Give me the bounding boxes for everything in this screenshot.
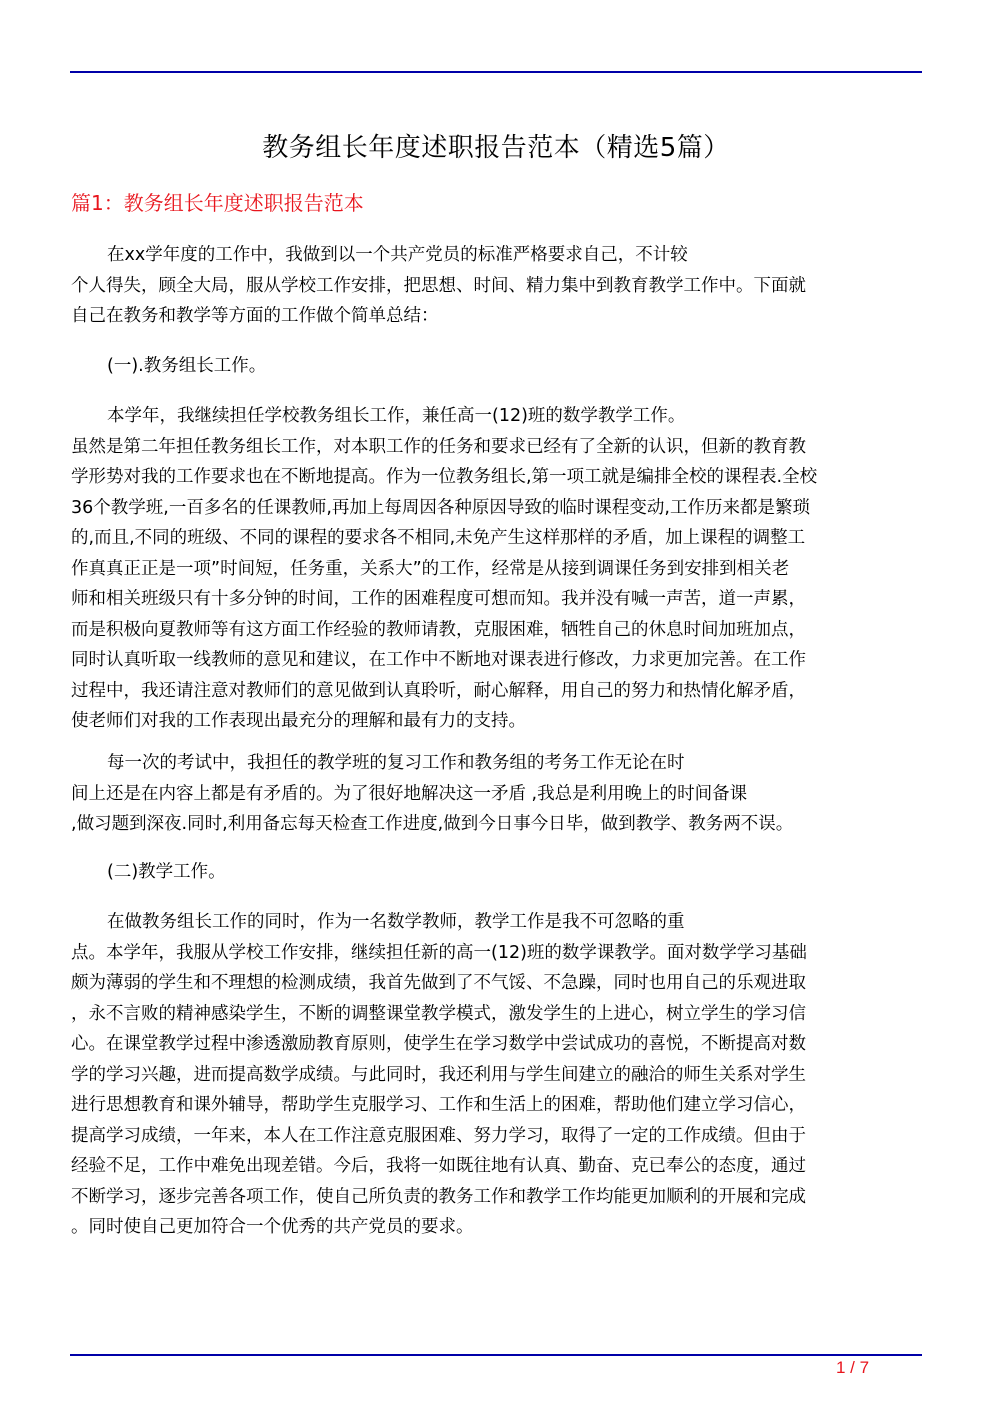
paragraph-exams <box>71 748 921 840</box>
paragraph-affairs-work <box>71 401 921 737</box>
text-line: 学的学习兴趣，进而提高数学成绩。与此同时，我还利用与学生间建立的融洽的师生关系对学生 <box>71 1064 806 1085</box>
footer-rule <box>70 1354 922 1356</box>
text-line: 本学年，我继续担任学校教务组长工作，兼任高一(12)班的数学教学工作。 <box>107 406 686 426</box>
subheading-teaching <box>71 857 921 888</box>
text-line: 虽然是第二年担任教务组长工作，对本职工作的任务和要求已经有了全新的认识，但新的教育教 <box>71 436 806 457</box>
text-line: 同时认真听取一线教师的意见和建议，在工作中不断地对课表进行修改，力求更加完善。在工作 <box>71 650 806 670</box>
text-line: 提高学习成绩，一年来，本人在工作注意克服困难、努力学习，取得了一定的工作成绩。但由于 <box>71 1125 806 1146</box>
text-line: (二)教学工作。 <box>107 862 226 882</box>
text-line: 不断学习，逐步完善各项工作，使自己所负责的教务工作和教学工作均能更加顺利的开展和完成 <box>71 1186 806 1207</box>
document-title: 教务组长年度述职报告范本（精选5篇） <box>262 133 730 163</box>
text-line: 师和相关班级只有十多分钟的时间，工作的困难程度可想而知。我并没有喊一声苦，道一声累， <box>71 589 806 609</box>
text-line: 在做教务组长工作的同时，作为一名数学教师，教学工作是我不可忽略的重 <box>107 912 685 932</box>
text-line: 每一次的考试中，我担任的教学班的复习工作和教务组的考务工作无论在时 <box>107 753 685 773</box>
text-line: 在xx学年度的工作中，我做到以一个共产党员的标准严格要求自己，不计较 <box>107 245 688 265</box>
paragraph-intro <box>71 240 921 332</box>
text-line: ,做习题到深夜.同时,利用备忘每天检查工作进度,做到今日事今日毕，做到教学、教务两不误。 <box>71 814 794 834</box>
text-line: 个人得失，顾全大局，服从学校工作安排，把思想、时间、精力集中到教育教学工作中。下面就 <box>71 275 806 296</box>
text-line: 间上还是在内容上都是有矛盾的。为了很好地解决这一矛盾 ,我总是利用晚上的时间备课 <box>71 783 748 804</box>
section-heading: 篇1：教务组长年度述职报告范本 <box>71 191 364 215</box>
text-line: 心。在课堂教学过程中渗透激励教育原则，使学生在学习数学中尝试成功的喜悦，不断提高对数 <box>71 1034 806 1054</box>
subheading-academic-affairs <box>71 351 921 382</box>
text-line: 经验不足，工作中难免出现差错。今后，我将一如既往地有认真、勤奋、克已奉公的态度，通过 <box>71 1156 806 1176</box>
text-line: 进行思想教育和课外辅导，帮助学生克服学习、工作和生活上的困难，帮助他们建立学习信心， <box>71 1095 806 1115</box>
header-rule <box>70 71 922 73</box>
text-line: 使老师们对我的工作表现出最充分的理解和最有力的支持。 <box>71 711 526 731</box>
text-line: 点。本学年，我服从学校工作安排，继续担任新的高一(12)班的数学课教学。面对数学学习基础 <box>71 942 807 963</box>
text-line: 颇为薄弱的学生和不理想的检测成绩，我首先做到了不气馁、不急躁，同时也用自己的乐观进取 <box>71 973 806 993</box>
text-line: 。同时使自己更加符合一个优秀的共产党员的要求。 <box>71 1217 474 1237</box>
text-line: 过程中，我还请注意对教师们的意见做到认真聆听，耐心解释，用自己的努力和热情化解矛盾， <box>71 680 806 701</box>
text-line: 36个教学班,一百多名的任课教师,再加上每周因各种原因导致的临时课程变动,工作历来都是繁琐 <box>71 497 810 518</box>
text-line: ，永不言败的精神感染学生，不断的调整课堂教学模式，激发学生的上进心，树立学生的学习信 <box>71 1003 806 1024</box>
text-line: 而是积极向夏教师等有这方面工作经验的教师请教，克服困难，牺牲自己的休息时间加班加点， <box>71 619 806 640</box>
text-line: (一).教务组长工作。 <box>107 356 267 376</box>
text-line: 作真真正正是一项”时间短，任务重，关系大”的工作，经常是从接到调课任务到安排到相关老 <box>71 558 790 579</box>
text-line: 自己在教务和教学等方面的工作做个简单总结： <box>71 306 439 326</box>
text-line: 的,而且,不同的班级、不同的课程的要求各不相同,未免产生这样那样的矛盾，加上课程的调整工 <box>71 528 806 548</box>
text-line: 学形势对我的工作要求也在不断地提高。作为一位教务组长,第一项工就是编排全校的课程表.全校 <box>71 467 818 487</box>
paragraph-teaching-work <box>71 907 921 1243</box>
page-number: 1 / 7 <box>836 1358 870 1377</box>
